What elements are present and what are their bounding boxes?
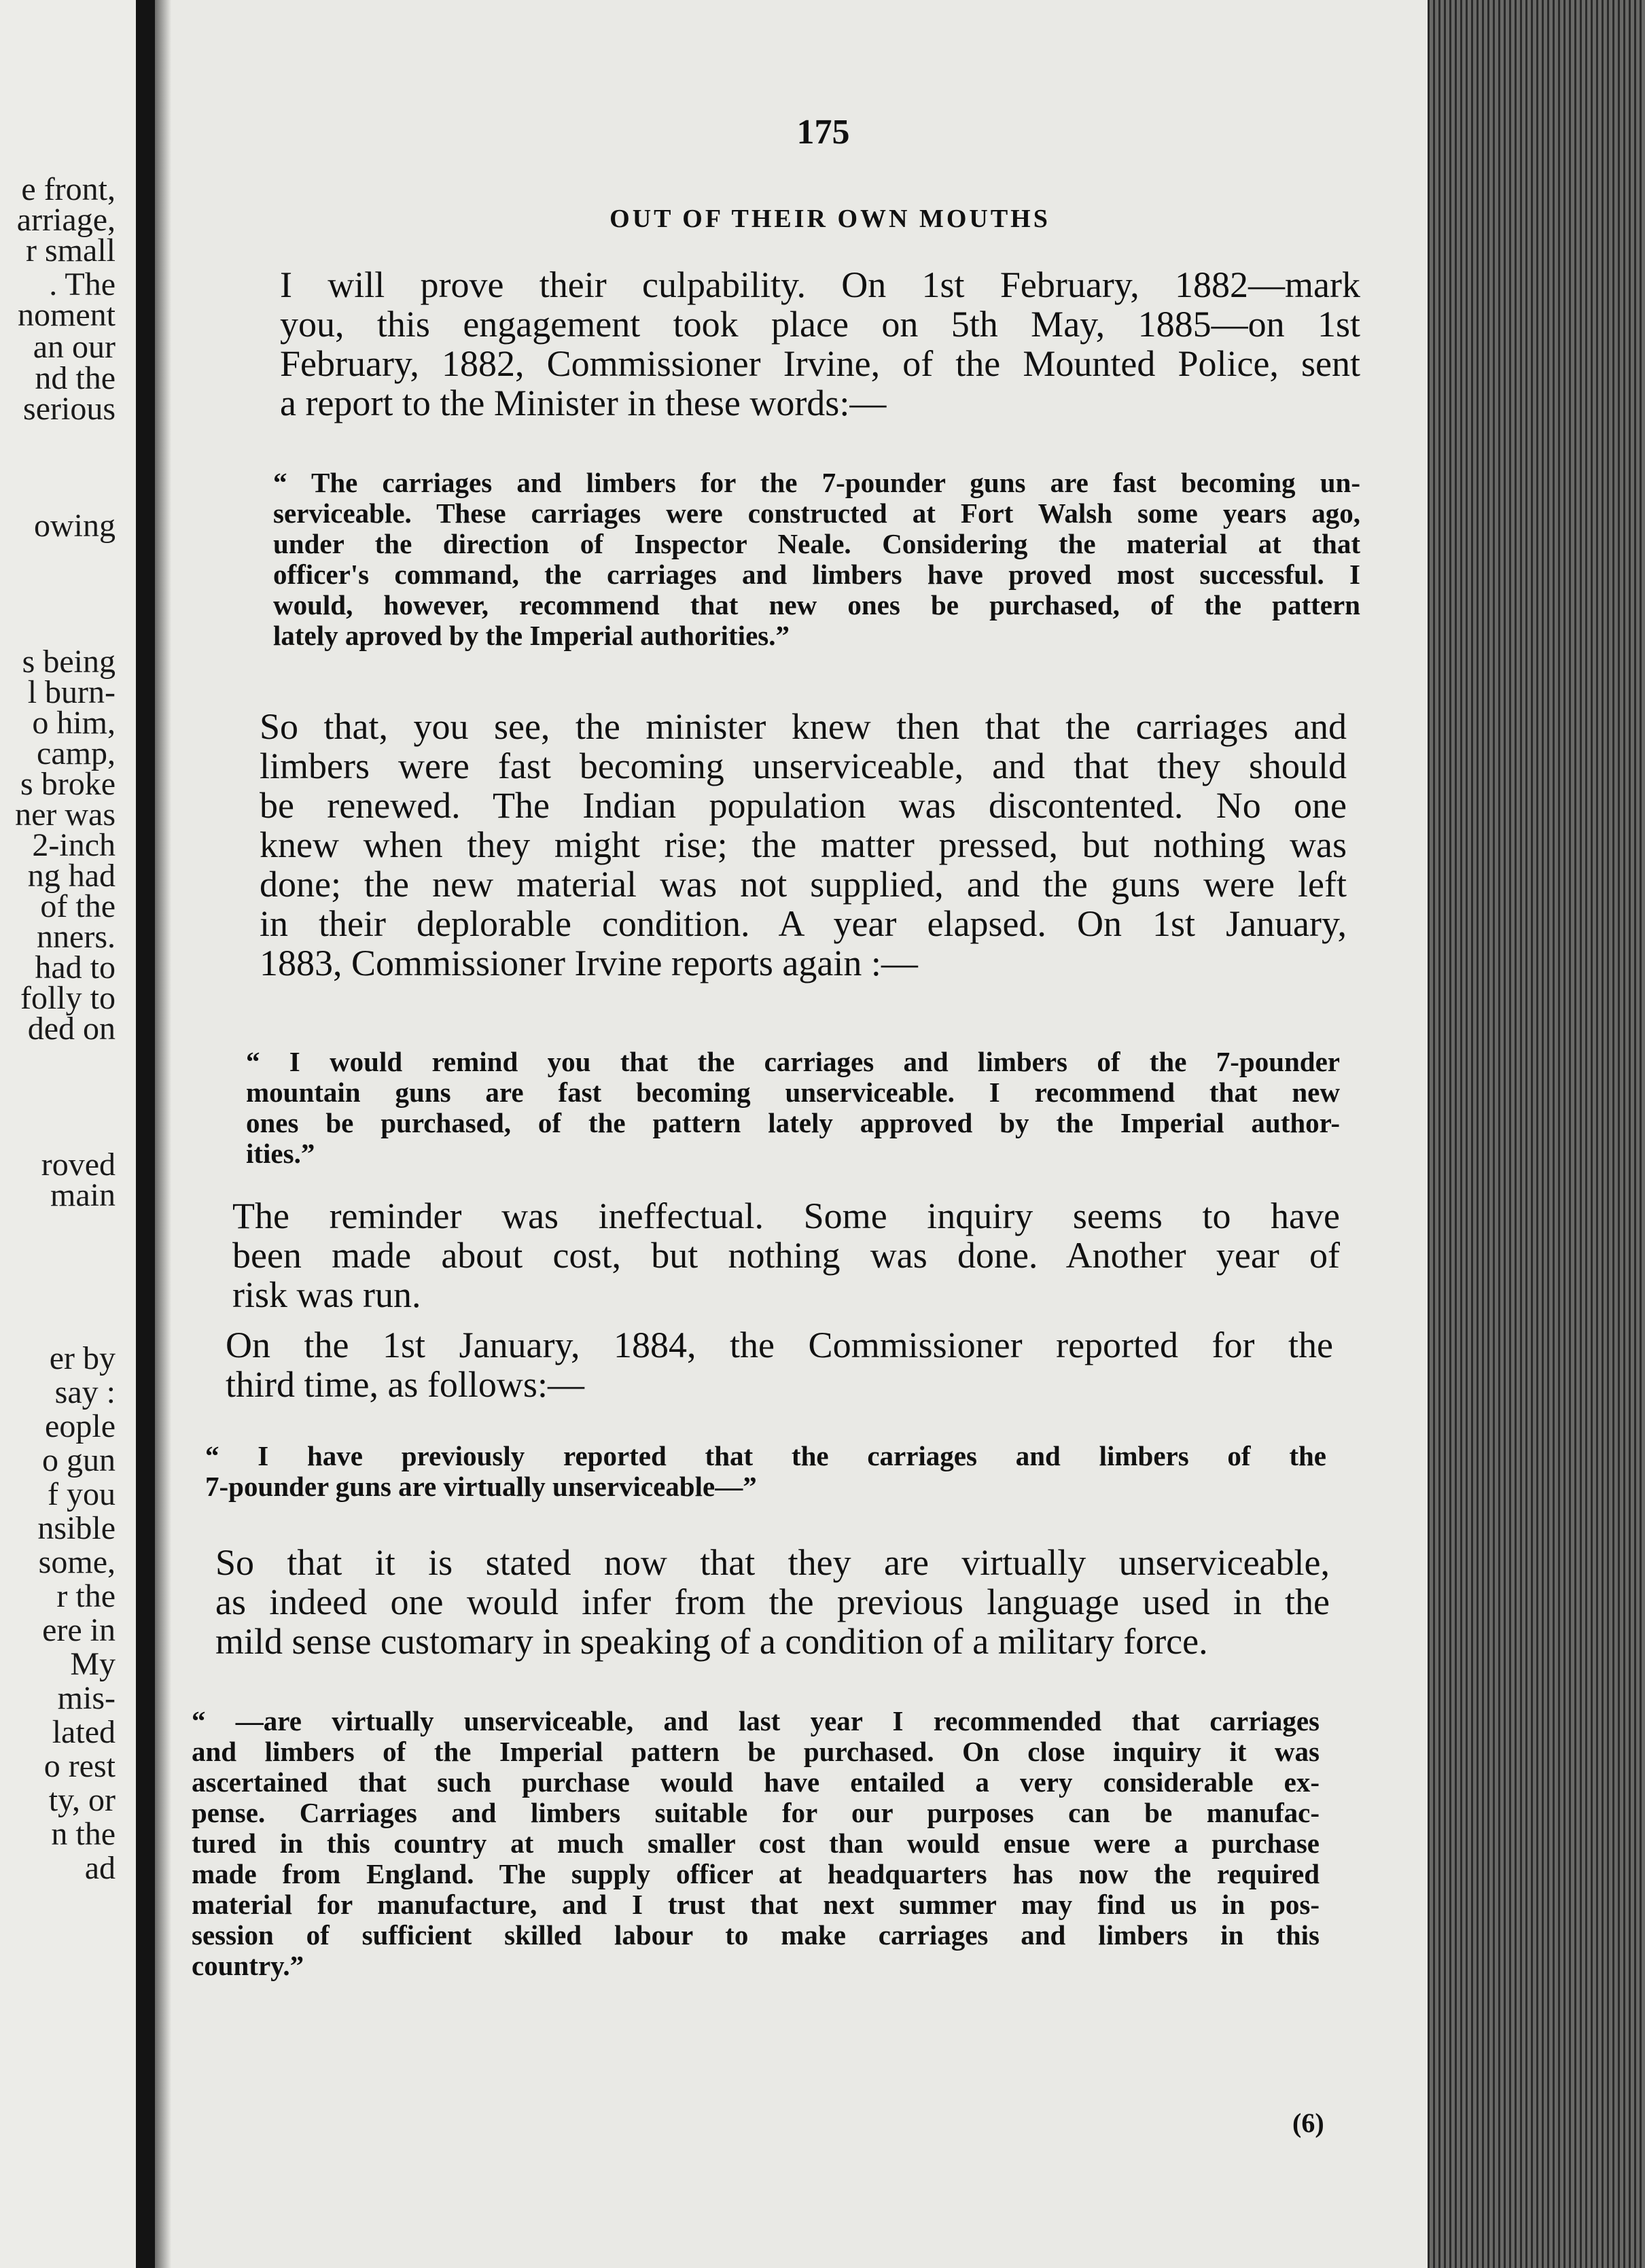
facing-page-text-fragment: ere in	[42, 1612, 116, 1648]
text-line: So that, you see, the minister knew then that the carriages and	[260, 706, 1347, 747]
facing-page-text-fragment: noment	[18, 297, 116, 333]
facing-page-text-fragment: an our	[33, 329, 116, 365]
facing-page-text-fragment: eople	[45, 1408, 116, 1444]
text-line: So that it is stated now that they are virtually unserviceable,	[215, 1542, 1330, 1583]
facing-page-text-fragment: roved	[41, 1147, 116, 1183]
facing-page-text-fragment: nners.	[37, 919, 116, 955]
text-line: “ The carriages and limbers for the 7-pounder guns are fast becoming un-	[273, 467, 1360, 498]
facing-page-text-fragment: er by	[49, 1340, 116, 1376]
text-line: “ —are virtually unserviceable, and last year I recommended that carriages	[192, 1705, 1320, 1737]
paragraph-2	[260, 707, 1347, 983]
facing-page-text-fragment: 2-inch	[32, 827, 116, 863]
text-line: mild sense customary in speaking of a condition of a military force.	[215, 1621, 1208, 1662]
text-line: ities.”	[246, 1138, 315, 1169]
text-line: tured in this country at much smaller cost than would ensue were a purchase	[192, 1828, 1320, 1859]
facing-page-text-fragment: folly to	[20, 980, 116, 1016]
facing-page-text-fragment: ad	[84, 1850, 116, 1886]
text-line: risk was run.	[232, 1274, 421, 1315]
facing-page-text-fragment: some,	[38, 1544, 116, 1580]
facing-page-text-fragment: s broke	[20, 766, 116, 802]
facing-page-text-fragment: of the	[40, 888, 116, 924]
facing-page-text-fragment: My	[70, 1646, 116, 1682]
text-line: officer's command, the carriages and limbers have proved most successful. I	[273, 559, 1360, 590]
quotation-2	[246, 1047, 1340, 1169]
text-line: pense. Carriages and limbers suitable for our purposes can be manufac-	[192, 1797, 1320, 1828]
text-line: as indeed one would infer from the previous language used in the	[215, 1582, 1330, 1622]
quotation-1	[273, 468, 1360, 651]
facing-page-text-fragment: s being	[22, 644, 116, 680]
running-head: OUT OF THEIR OWN MOUTHS	[609, 205, 1050, 233]
facing-page-text-fragment: r the	[56, 1578, 116, 1614]
text-line: February, 1882, Commissioner Irvine, of the Mounted Police, sent	[280, 343, 1360, 384]
facing-page-text-fragment: o gun	[42, 1442, 116, 1478]
text-line: made from England. The supply officer at headquarters has now the required	[192, 1858, 1320, 1889]
text-line: The reminder was ineffectual. Some inquiry seems to have	[232, 1196, 1340, 1236]
text-line: “ I have previously reported that the carriages and limbers of the	[205, 1440, 1326, 1471]
quotation-4	[192, 1706, 1320, 1981]
text-line: lately aproved by the Imperial authorities.”	[273, 620, 790, 651]
facing-page-text-fragment: owing	[34, 508, 116, 544]
text-line: On the 1st January, 1884, the Commissioner reported for the	[226, 1325, 1333, 1365]
facing-page-text-fragment: f you	[48, 1476, 116, 1512]
paragraph-1	[280, 265, 1360, 423]
text-line: third time, as follows:—	[226, 1364, 584, 1405]
facing-page-text-fragment: camp,	[37, 735, 116, 771]
text-line: and limbers of the Imperial pattern be purchased. On close inquiry it was	[192, 1736, 1320, 1767]
text-line: “ I would remind you that the carriages and limbers of the 7-pounder	[246, 1046, 1340, 1077]
text-line: in their deplorable condition. A year elapsed. On 1st January,	[260, 903, 1347, 944]
quotation-3	[205, 1441, 1326, 1502]
facing-page-text-fragment: ded on	[27, 1011, 116, 1047]
text-line: limbers were fast becoming unserviceable, and that they should	[260, 746, 1347, 786]
facing-page-text-fragment: arriage,	[16, 202, 116, 238]
paragraph-4	[226, 1325, 1333, 1404]
facing-page-text-fragment: main	[50, 1177, 116, 1213]
facing-page-text-fragment: e front,	[21, 171, 116, 207]
text-line: you, this engagement took place on 5th May, 1885—on 1st	[280, 304, 1360, 345]
facing-page-text-fragment: nsible	[37, 1510, 116, 1546]
signature-mark: (6)	[1292, 2108, 1324, 2138]
page-block-edge	[1428, 0, 1645, 2268]
text-line: been made about cost, but nothing was done. Another year of	[232, 1235, 1340, 1276]
page-number: 175	[796, 113, 850, 152]
text-line: knew when they might rise; the matter pressed, but nothing was	[260, 824, 1347, 865]
facing-page-text-fragment: say :	[54, 1374, 116, 1410]
text-line: serviceable. These carriages were constructed at Fort Walsh some years ago,	[273, 498, 1360, 529]
facing-page-text-fragment: mis-	[57, 1680, 116, 1716]
text-line: would, however, recommend that new ones be purchased, of the pattern	[273, 589, 1360, 621]
main-page	[171, 0, 1428, 2268]
facing-page-text-fragment: ty, or	[48, 1782, 116, 1818]
facing-page-text-fragment: o rest	[43, 1748, 116, 1784]
text-line: 1883, Commissioner Irvine reports again :—	[260, 943, 918, 983]
text-line: country.”	[192, 1950, 304, 1981]
facing-page-text-fragment: had to	[35, 949, 116, 985]
facing-page-text-fragment: n the	[51, 1816, 116, 1852]
facing-page-text-fragment: . The	[49, 266, 116, 302]
facing-page-text-fragment: lated	[52, 1714, 116, 1750]
text-line: ones be purchased, of the pattern lately approved by the Imperial author-	[246, 1107, 1340, 1138]
text-line: a report to the Minister in these words:—	[280, 383, 887, 423]
gutter-shadow	[155, 0, 171, 2268]
facing-page-text-fragment: l burn-	[27, 674, 116, 710]
facing-page-text-fragment: r small	[26, 232, 116, 268]
facing-page-text-fragment: o him,	[32, 705, 116, 741]
text-line: be renewed. The Indian population was discontented. No one	[260, 785, 1347, 826]
text-line: done; the new material was not supplied, and the guns were left	[260, 864, 1347, 905]
paragraph-3	[232, 1196, 1340, 1314]
facing-page-text-fragment: ner was	[15, 797, 116, 833]
text-line: session of sufficient skilled labour to make carriages and limbers in this	[192, 1919, 1320, 1951]
text-line: material for manufacture, and I trust that next summer may find us in pos-	[192, 1889, 1320, 1920]
facing-page-text-fragment: ng had	[27, 858, 116, 894]
facing-page-fragment	[0, 0, 136, 2268]
text-line: 7-pounder guns are virtually unserviceable—”	[205, 1471, 757, 1502]
facing-page-text-fragment: serious	[23, 391, 116, 427]
text-line: ascertained that such purchase would have entailed a very considerable ex-	[192, 1766, 1320, 1798]
book-gutter	[136, 0, 155, 2268]
text-line: mountain guns are fast becoming unserviceable. I recommend that new	[246, 1077, 1340, 1108]
text-line: I will prove their culpability. On 1st February, 1882—mark	[280, 264, 1360, 305]
text-line: under the direction of Inspector Neale. Considering the material at that	[273, 528, 1360, 559]
facing-page-text-fragment: nd the	[35, 360, 116, 396]
paragraph-5	[215, 1543, 1330, 1661]
